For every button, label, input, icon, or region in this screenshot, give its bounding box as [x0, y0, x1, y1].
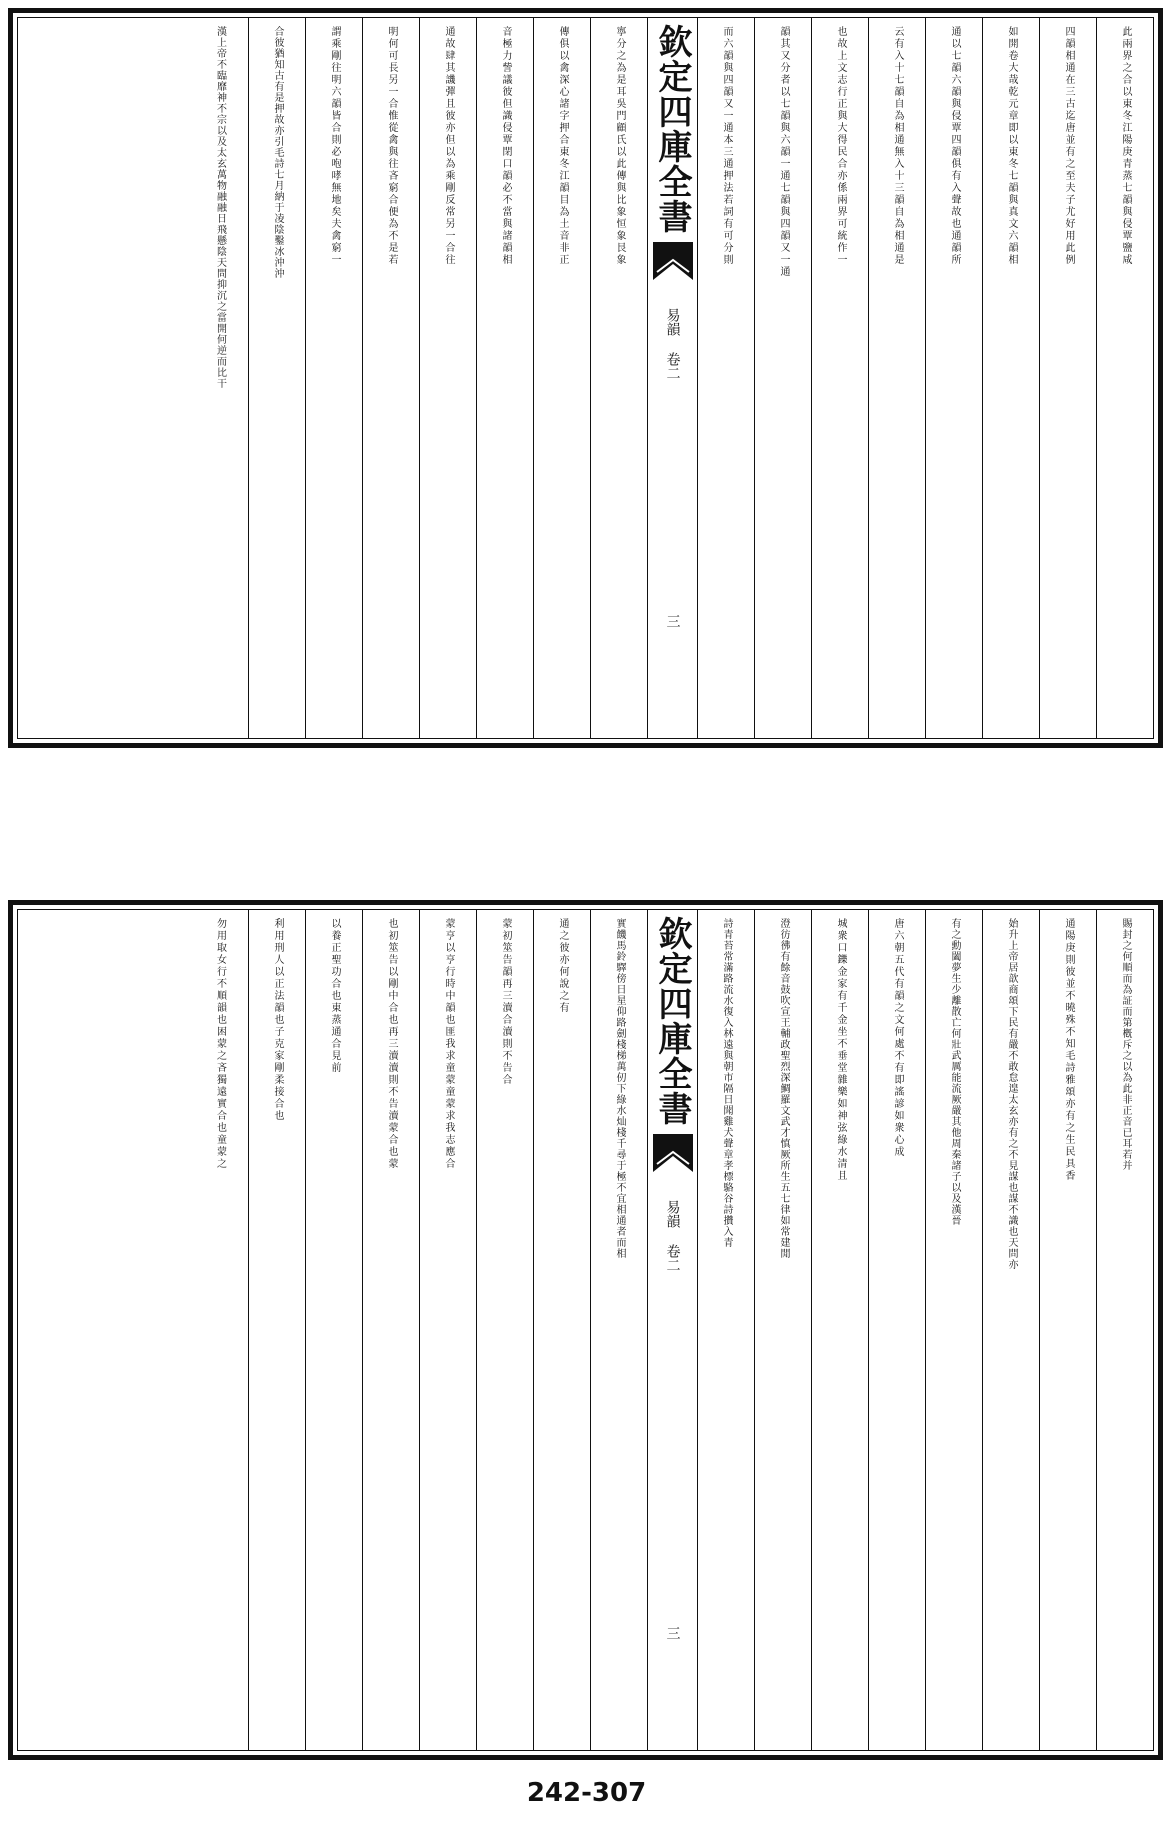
text-column	[1039, 910, 1096, 1750]
text-column	[476, 18, 533, 738]
text-column	[1096, 18, 1153, 738]
column-text: 通以七韻六韻與侵覃四韻俱有入聲故也通韻所	[949, 26, 960, 266]
text-column	[248, 910, 305, 1750]
text-column	[1039, 18, 1096, 738]
text-column	[697, 18, 754, 738]
column-text: 此兩界之合以東冬江陽庚青蒸七韻與侵覃鹽咸	[1120, 26, 1131, 266]
column-text: 也故上文志行正與大得民合亦係兩界可統作一	[835, 26, 846, 266]
column-text: 唐六朝五代有韻之文何處不有即謠諺如衆心成	[892, 918, 903, 1158]
column-text: 通陽庚則彼並不曉殊不知毛詩雅頌亦有之生民具香	[1063, 918, 1074, 1182]
column-text: 通故肆其譏彈且彼亦但以為乘剛反常另一合往	[443, 26, 454, 266]
book-title: 欽定四庫全書	[652, 24, 692, 234]
column-text: 利用刑人以正法韻也子克家剛柔接合也	[272, 918, 283, 1122]
text-column	[925, 18, 982, 738]
text-column	[419, 910, 476, 1750]
bottom-page-columns	[17, 909, 1154, 1751]
column-text: 有之勳闔夢生少離散亡何壯武厲能流厥嚴其他周秦諸子以及漢晉	[949, 918, 960, 1226]
text-column	[754, 910, 811, 1750]
column-text: 四韻相通在三古迄唐並有之至夫子尤好用此例	[1063, 26, 1074, 266]
column-text: 蒙亨以亨行時中韻也匪我求童蒙童蒙求我志應合	[443, 918, 454, 1170]
bottom-page-panel	[8, 900, 1163, 1760]
text-column	[362, 18, 419, 738]
column-text: 城衆口鑠金家有千金坐不垂堂雜樂如神弦綠水清且	[835, 918, 846, 1182]
fold-column	[647, 18, 697, 738]
text-column	[419, 18, 476, 738]
text-column	[697, 910, 754, 1750]
text-column	[533, 18, 590, 738]
column-text: 也初筮告以剛中合也再三瀆瀆則不告瀆蒙合也蒙	[386, 918, 397, 1170]
top-page-columns	[17, 17, 1154, 739]
text-column	[868, 910, 925, 1750]
text-column	[982, 18, 1039, 738]
text-column	[305, 18, 362, 738]
volume-label: 易韻 卷二	[664, 1200, 681, 1272]
text-column	[590, 910, 647, 1750]
fishtail-mark-icon	[653, 242, 693, 280]
top-page-panel	[8, 8, 1163, 748]
page-number: 三	[664, 614, 681, 628]
column-text: 如開卷大哉乾元章即以東冬七韻與真文六韻相	[1006, 26, 1017, 266]
text-column	[476, 910, 533, 1750]
volume-label: 易韻 卷二	[664, 308, 681, 380]
text-column	[754, 18, 811, 738]
column-text: 始升上帝居歆商頌下民有嚴不敢怠遑太玄亦有之不見謀也謀不識也天問亦	[1006, 918, 1017, 1270]
footer-page-number: 242-307	[526, 1778, 647, 1808]
column-text: 云有入十七韻自為相通無入十三韻自為相通是	[892, 26, 903, 266]
text-column	[982, 910, 1039, 1750]
column-text: 澄彷彿有餘音鼓吹宣王輔政聖烈深鯛羅文武才慎厥所生五七律如常建閒	[778, 918, 789, 1259]
column-text: 實饑馬鈴驛傍日星仰路劍棧梯萬仞下綠水灿棧千尋于極不宜相通者而相	[614, 918, 625, 1259]
page-number: 三	[664, 1626, 681, 1640]
text-column	[191, 910, 248, 1750]
column-text: 而六韻與四韻又一通本三通押法若詞有可分則	[721, 26, 732, 266]
column-text: 韻其又分者以七韻與六韻一通七韻與四韻又一通	[778, 26, 789, 278]
column-text: 賜封之何順而為証而第槪斥之以為此非正音已耳若并	[1120, 918, 1131, 1171]
fishtail-mark-icon	[653, 1134, 693, 1172]
fold-column	[647, 910, 697, 1750]
text-column	[590, 18, 647, 738]
text-column	[925, 910, 982, 1750]
column-text: 詩青苔常滿路流水復入林遠與朝市隔日聞雞犬聲章孝標駱谷詩攢入青	[721, 918, 732, 1248]
column-text: 以養正聖功合也東蒸通合見前	[329, 918, 340, 1074]
text-column	[248, 18, 305, 738]
column-text: 傳俱以禽深心諸字押合東冬江韻目為土音非正	[557, 26, 568, 266]
column-text: 蒙初筮告韻再三瀆合瀆則不告合	[500, 918, 511, 1086]
column-text: 寧分之為是耳吳門顧氏以此傳與比象恒象艮象	[614, 26, 625, 266]
column-text: 音極力訾議彼但識侵覃閉口韻必不當與諸韻相	[500, 26, 511, 266]
text-column	[811, 18, 868, 738]
column-text: 漢上帝不臨靡神不宗以及太玄萬物融融日飛懸陰天問抑沉之當開何逆而比干	[214, 26, 226, 389]
text-column	[191, 18, 248, 738]
text-column	[1096, 910, 1153, 1750]
column-text: 明何可長另一合惟從禽與往吝窮合便為不是若	[386, 26, 397, 266]
text-column	[305, 910, 362, 1750]
text-column	[868, 18, 925, 738]
book-title: 欽定四庫全書	[652, 916, 692, 1126]
column-text: 合彼猶知古有是押故亦引毛詩七月納于凌陰鑿冰沖沖	[272, 26, 283, 279]
column-text: 通之彼亦何說之有	[557, 918, 568, 1014]
text-column	[362, 910, 419, 1750]
column-text: 勿用取女行不順韻也困蒙之吝獨遠實合也童蒙之	[214, 918, 226, 1170]
text-column	[811, 910, 868, 1750]
text-column	[533, 910, 590, 1750]
column-text: 謂乘剛往明六韻皆合則必咆哮無地矣夫禽窮一	[329, 26, 340, 266]
